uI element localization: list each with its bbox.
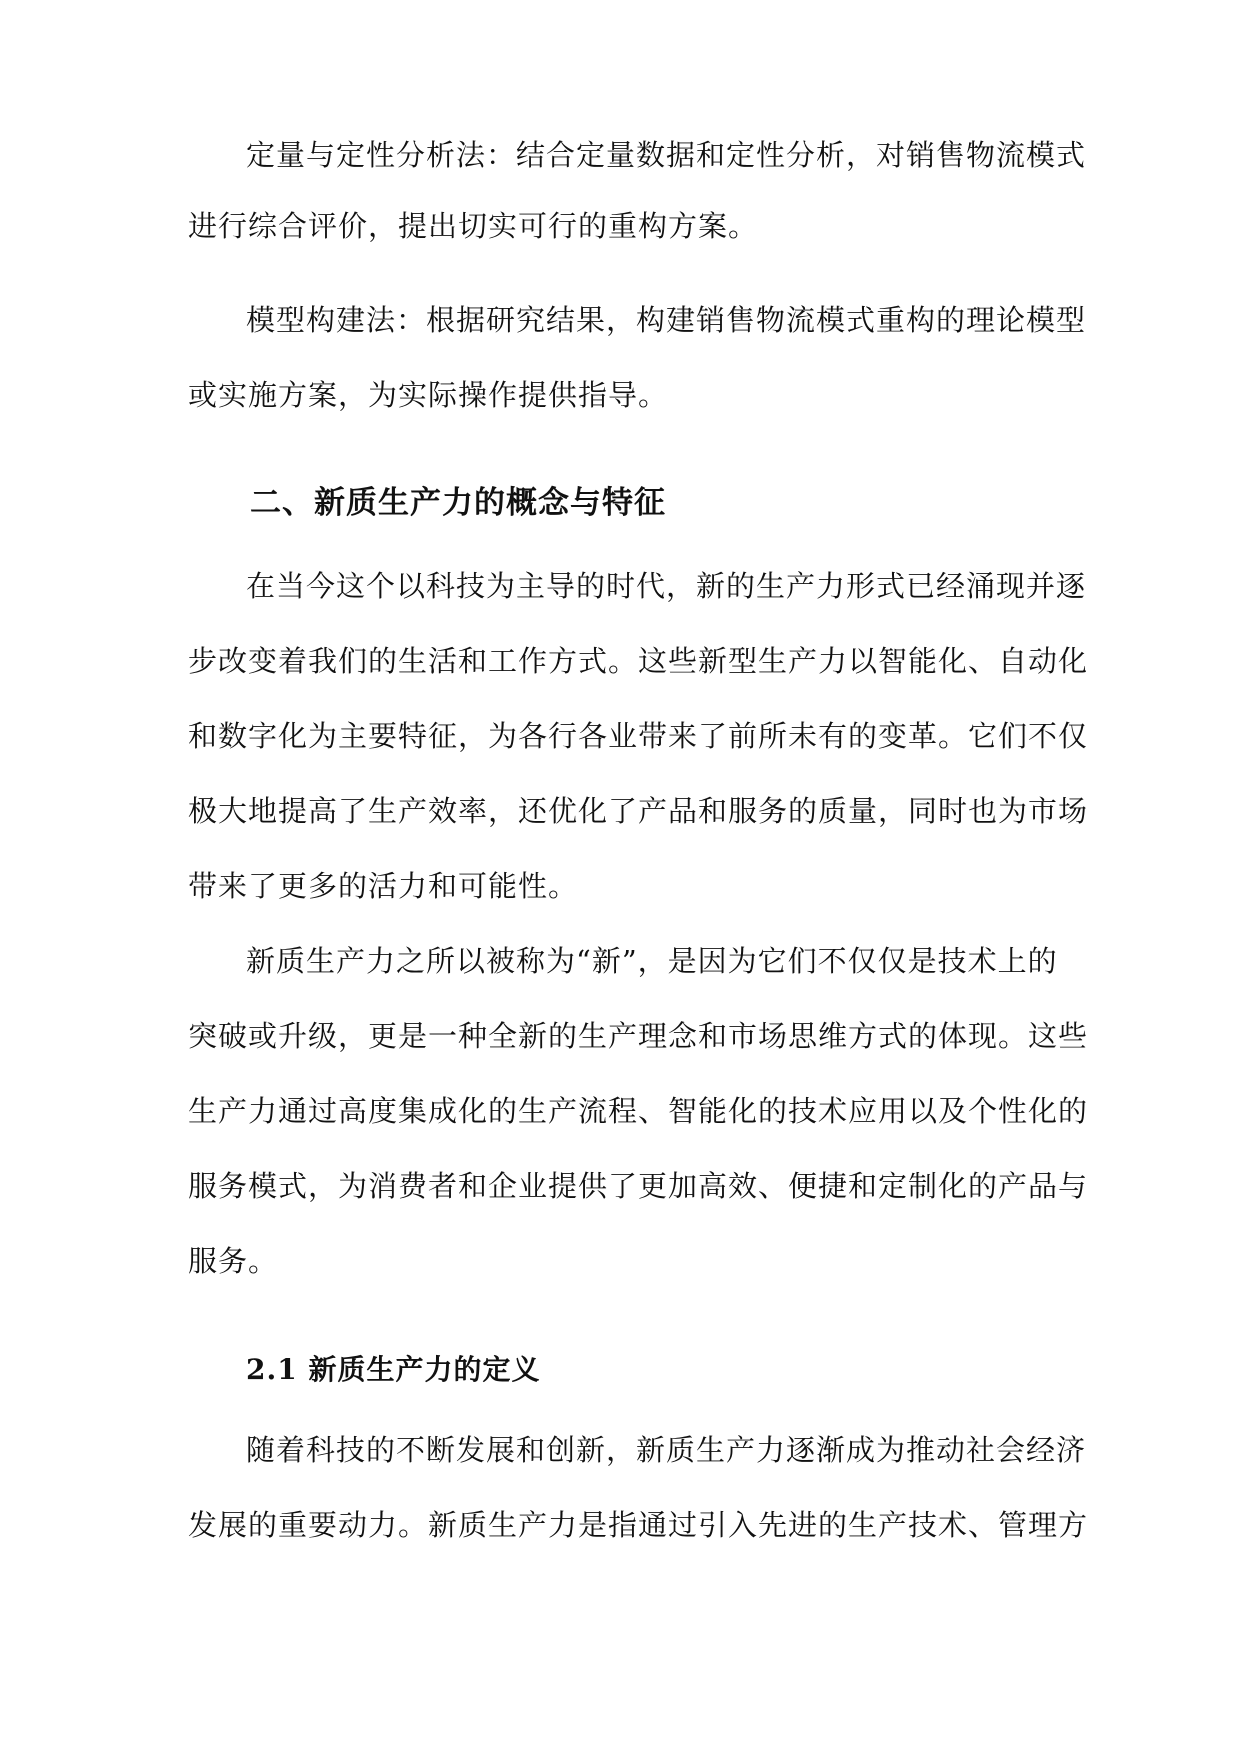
paragraph-line: 服务模式，为消费者和企业提供了更加高效、便捷和定制化的产品与	[188, 1169, 1089, 1203]
paragraph-line: 模型构建法：根据研究结果，构建销售物流模式重构的理论模型	[246, 303, 1087, 337]
paragraph-line: 进行综合评价，提出切实可行的重构方案。	[188, 209, 759, 243]
paragraph-line: 极大地提高了生产效率，还优化了产品和服务的质量，同时也为市场	[188, 794, 1089, 828]
paragraph-line: 定量与定性分析法：结合定量数据和定性分析，对销售物流模式	[246, 138, 1087, 172]
paragraph-line: 和数字化为主要特征，为各行各业带来了前所未有的变革。它们不仅	[188, 719, 1089, 753]
paragraph-line: 步改变着我们的生活和工作方式。这些新型生产力以智能化、自动化	[188, 644, 1089, 678]
paragraph-line: 新质生产力之所以被称为“新”，是因为它们不仅仅是技术上的	[246, 944, 1058, 978]
paragraph-line: 在当今这个以科技为主导的时代，新的生产力形式已经涌现并逐	[246, 569, 1087, 603]
paragraph-line: 突破或升级，更是一种全新的生产理念和市场思维方式的体现。这些	[188, 1019, 1089, 1053]
paragraph-line: 或实施方案，为实际操作提供指导。	[188, 378, 669, 412]
subsection-heading: 2.1 新质生产力的定义	[246, 1353, 541, 1386]
paragraph-line: 服务。	[188, 1244, 279, 1278]
paragraph-line: 带来了更多的活力和可能性。	[188, 869, 579, 903]
paragraph-line: 发展的重要动力。新质生产力是指通过引入先进的生产技术、管理方	[188, 1508, 1089, 1542]
section-heading: 二、新质生产力的概念与特征	[250, 485, 666, 521]
paragraph-line: 随着科技的不断发展和创新，新质生产力逐渐成为推动社会经济	[246, 1433, 1087, 1467]
paragraph-line: 生产力通过高度集成化的生产流程、智能化的技术应用以及个性化的	[188, 1094, 1089, 1128]
